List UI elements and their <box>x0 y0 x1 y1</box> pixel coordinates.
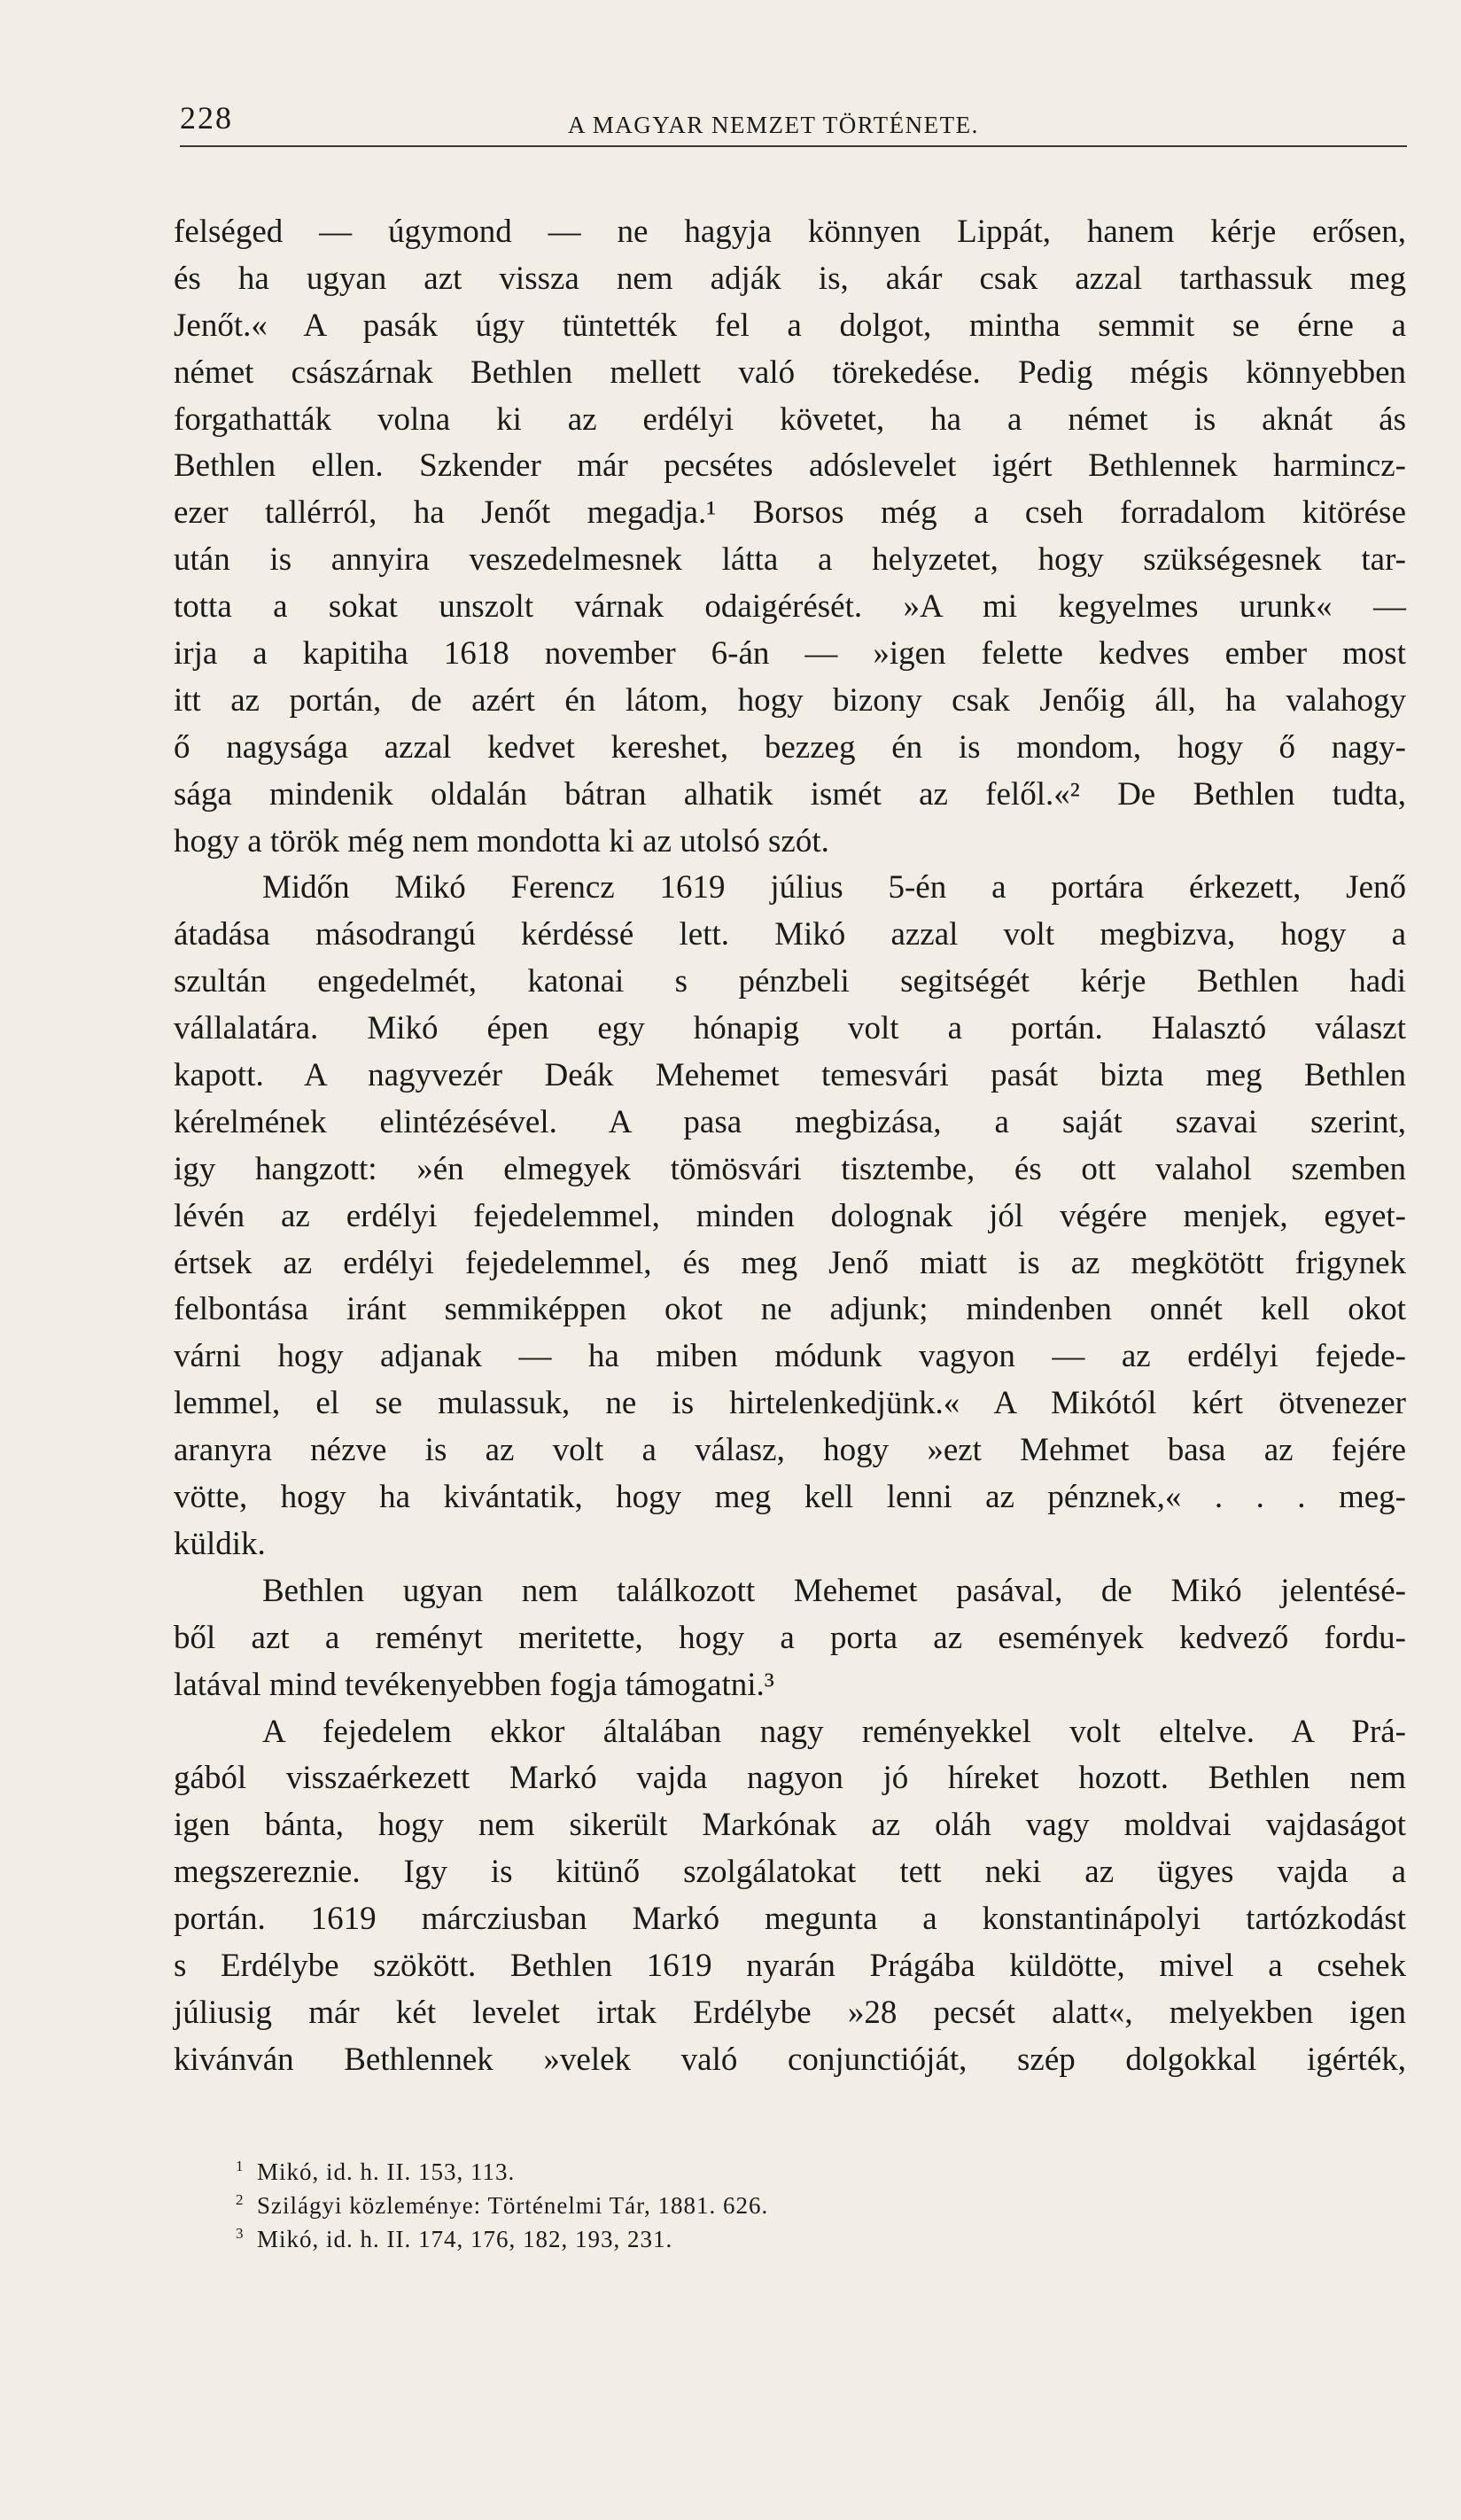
text-line: Jenőt.« A pasák úgy tüntették fel a dolgot, mintha semmit se érne a <box>174 307 1406 344</box>
text-line: A fejedelem ekkor általában nagy reményekkel volt eltelve. A Prá- <box>262 1713 1406 1750</box>
text-line: várni hogy adjanak — ha miben módunk vagyon — az erdélyi fejede- <box>174 1338 1406 1375</box>
text-line: igen bánta, hogy nem sikerült Markónak az oláh vagy moldvai vajdaságot <box>174 1807 1406 1844</box>
text-line: vötte, hogy ha kivántatik, hogy meg kell lenni az pénznek,« . . . meg- <box>174 1479 1406 1516</box>
text-line: itt az portán, de azért én látom, hogy bizony csak Jenőig áll, ha valahogy <box>174 681 1406 719</box>
running-title: A MAGYAR NEMZET TÖRTÉNETE. <box>568 112 979 138</box>
text-line: s Erdélybe szökött. Bethlen 1619 nyarán Prágába küldötte, mivel a csehek <box>174 1947 1406 1984</box>
text-line: átadása másodrangú kérdéssé lett. Mikó azzal volt megbizva, hogy a <box>174 916 1406 953</box>
text-line: hogy a török még nem mondotta ki az utolsó szót. <box>174 822 829 859</box>
text-line: gából visszaérkezett Markó vajda nagyon jó híreket hozott. Bethlen nem <box>174 1760 1406 1797</box>
text-line: aranyra nézve is az volt a válasz, hogy »ezt Mehmet basa az fejére <box>174 1432 1406 1469</box>
text-line: júliusig már két levelet irtak Erdélybe »28 pecsét alatt«, melyekben igen <box>174 1994 1406 2031</box>
footnote-text: Mikó, id. h. II. 153, 113. <box>257 2158 516 2185</box>
footnote <box>236 2189 1232 2222</box>
text-line: küldik. <box>174 1525 266 1562</box>
text-line: és ha ugyan azt vissza nem adják is, akár csak azzal tarthassuk meg <box>174 260 1406 297</box>
text-line: irja a kapitiha 1618 november 6-án — »igen felette kedves ember most <box>174 635 1406 673</box>
text-line: totta a sokat unszolt várnak odaigérését. »A mi kegyelmes urunk« — <box>174 588 1406 626</box>
footnote-text: Mikó, id. h. II. 174, 176, 182, 193, 231. <box>257 2226 673 2252</box>
footnote-mark: 1 <box>236 2158 245 2174</box>
footnote-mark: 2 <box>236 2191 245 2208</box>
text-line: értsek az erdélyi fejedelemmel, és meg Jenő miatt is az megkötött frigynek <box>174 1244 1406 1281</box>
text-line: Bethlen ellen. Szkender már pecsétes adóslevelet igért Bethlennek harmincz- <box>174 447 1406 485</box>
text-line: portán. 1619 márcziusban Markó megunta a konstantinápolyi tartózkodást <box>174 1901 1406 1938</box>
text-line: forgathatták volna ki az erdélyi követet, ha a német is aknát ás <box>174 401 1406 438</box>
text-line: Bethlen ugyan nem találkozott Mehemet pasával, de Mikó jelentésé- <box>262 1572 1406 1609</box>
text-line: igy hangzott: »én elmegyek tömösvári tisztembe, és ott valahol szemben <box>174 1150 1406 1187</box>
text-line: sága mindenik oldalán bátran alhatik ismét az felől.«² De Bethlen tudta, <box>174 775 1406 813</box>
text-line: felbontása iránt semmiképpen okot ne adjunk; mindenben onnét kell okot <box>174 1291 1406 1328</box>
footnote <box>236 2222 1232 2256</box>
body-text <box>174 209 1406 2084</box>
text-line: megszereznie. Igy is kitünő szolgálatokat tett neki az ügyes vajda a <box>174 1854 1406 1891</box>
text-line: kapott. A nagyvezér Deák Mehemet temesvári pasát bizta meg Bethlen <box>174 1057 1406 1094</box>
footnote <box>236 2155 1232 2189</box>
text-line: latával mind tevékenyebben fogja támogatni.³ <box>174 1666 774 1703</box>
text-line: ezer tallérról, ha Jenőt megadja.¹ Borsos még a cseh forradalom kitörése <box>174 494 1406 532</box>
footnote-mark: 3 <box>236 2225 245 2242</box>
text-line: szultán engedelmét, katonai s pénzbeli segitségét kérje Bethlen hadi <box>174 963 1406 1000</box>
text-line: Midőn Mikó Ferencz 1619 július 5-én a portára érkezett, Jenő <box>262 869 1406 906</box>
text-line: után is annyira veszedelmesnek látta a helyzetet, hogy szükségesnek tar- <box>174 541 1406 579</box>
text-line: lévén az erdélyi fejedelemmel, minden dolognak jól végére menjek, egyet- <box>174 1197 1406 1234</box>
footnote-text: Szilágyi közleménye: Történelmi Tár, 1881. 626. <box>257 2192 769 2219</box>
text-line: német császárnak Bethlen mellett való törekedése. Pedig mégis könnyebben <box>174 354 1406 391</box>
footnotes <box>236 2155 1232 2256</box>
text-line: ből azt a reményt meritette, hogy a porta az események kedvező fordu- <box>174 1619 1406 1656</box>
text-line: kérelmének elintézésével. A pasa megbizása, a saját szavai szerint, <box>174 1103 1406 1140</box>
page-header <box>180 94 1407 147</box>
page-number: 228 <box>180 100 233 136</box>
text-line: ő nagysága azzal kedvet kereshet, bezzeg én is mondom, hogy ő nagy- <box>174 728 1406 766</box>
text-line: vállalatára. Mikó épen egy hónapig volt a portán. Halasztó választ <box>174 1010 1406 1047</box>
header-rule <box>180 145 1407 147</box>
text-line: kivánván Bethlennek »velek való conjunctióját, szép dolgokkal igérték, <box>174 2041 1406 2078</box>
text-line: felséged — úgymond — ne hagyja könnyen Lippát, hanem kérje erősen, <box>174 214 1406 250</box>
text-line: lemmel, el se mulassuk, ne is hirtelenkedjünk.« A Mikótól kért ötvenezer <box>174 1385 1406 1422</box>
